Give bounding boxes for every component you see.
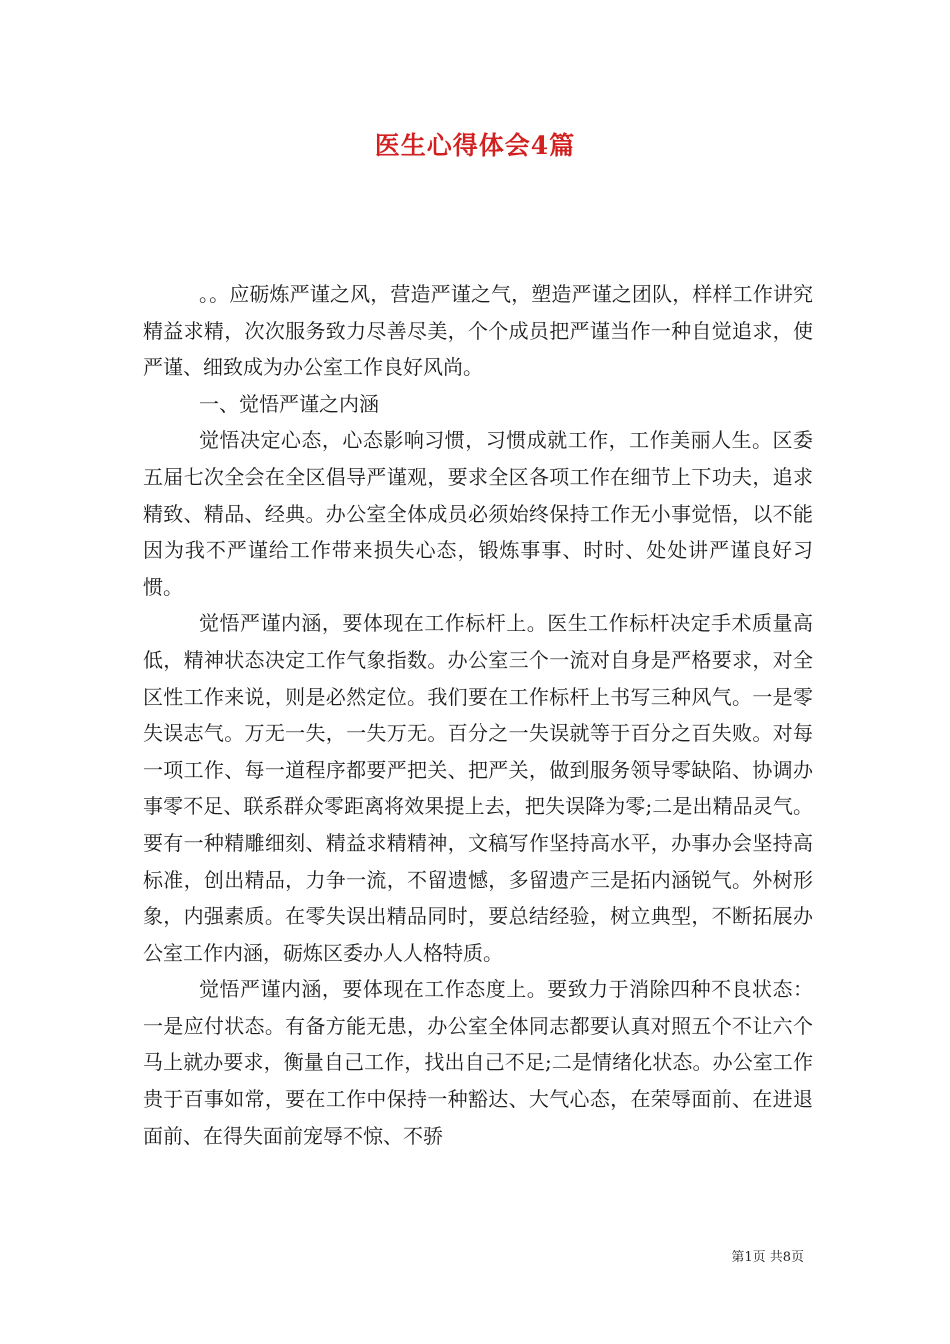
paragraph: 觉悟严谨内涵，要体现在工作态度上。要致力于消除四种不良状态：一是应付状态。有备方能无患，办公室全体同志都要认真对照五个不让六个马上就办要求，衡量自己工作，找出自己不足;二是情绪化状态。办公室工作贵于百事如常，要在工作中保持一种豁达、大气心态，在荣辱面前、在进退面前、在得失面前宠辱不惊、不骄 [143, 977, 813, 1148]
document-body [143, 276, 813, 1154]
paragraph: 觉悟严谨内涵，要体现在工作标杆上。医生工作标杆决定手术质量高低，精神状态决定工作气象指数。办公室三个一流对自身是严格要求，对全区性工作来说，则是必然定位。我们要在工作标杆上书写三种风气。一是零失误志气。万无一失，一失万无。百分之一失误就等于百分之百失败。对每一项工作、每一道程序都要严把关、把严关，做到服务领导零缺陷、协调办事零不足、联系群众零距离将效果提上去，把失误降为零;二是出精品灵气。要有一种精雕细刻、精益求精精神，文稿写作坚持高水平，办事办会坚持高标准，创出精品，力争一流，不留遗憾，多留遗产三是拓内涵锐气。外树形象，内强素质。在零失误出精品同时，要总结经验，树立典型，不断拓展办公室工作内涵，砺炼区委办人人格特质。 [143, 611, 813, 965]
document-title: 医生心得体会4篇 [374, 131, 576, 160]
paragraph-intro: 。。应砺炼严谨之风，营造严谨之气，塑造严谨之团队，样样工作讲究精益求精，次次服务致力尽善尽美，个个成员把严谨当作一种自觉追求，使严谨、细致成为办公室工作良好风尚。 [143, 282, 813, 380]
paragraph: 觉悟决定心态，心态影响习惯，习惯成就工作，工作美丽人生。区委五届七次全会在全区倡导严谨观，要求全区各项工作在细节上下功夫，追求精致、精品、经典。办公室全体成员必须始终保持工作无小事觉悟，以不能因为我不严谨给工作带来损失心态，锻炼事事、时时、处处讲严谨良好习惯。 [143, 428, 813, 599]
section-heading: 一、觉悟严谨之内涵 [199, 391, 379, 416]
page-number: 第1页 共8页 [731, 1250, 804, 1265]
